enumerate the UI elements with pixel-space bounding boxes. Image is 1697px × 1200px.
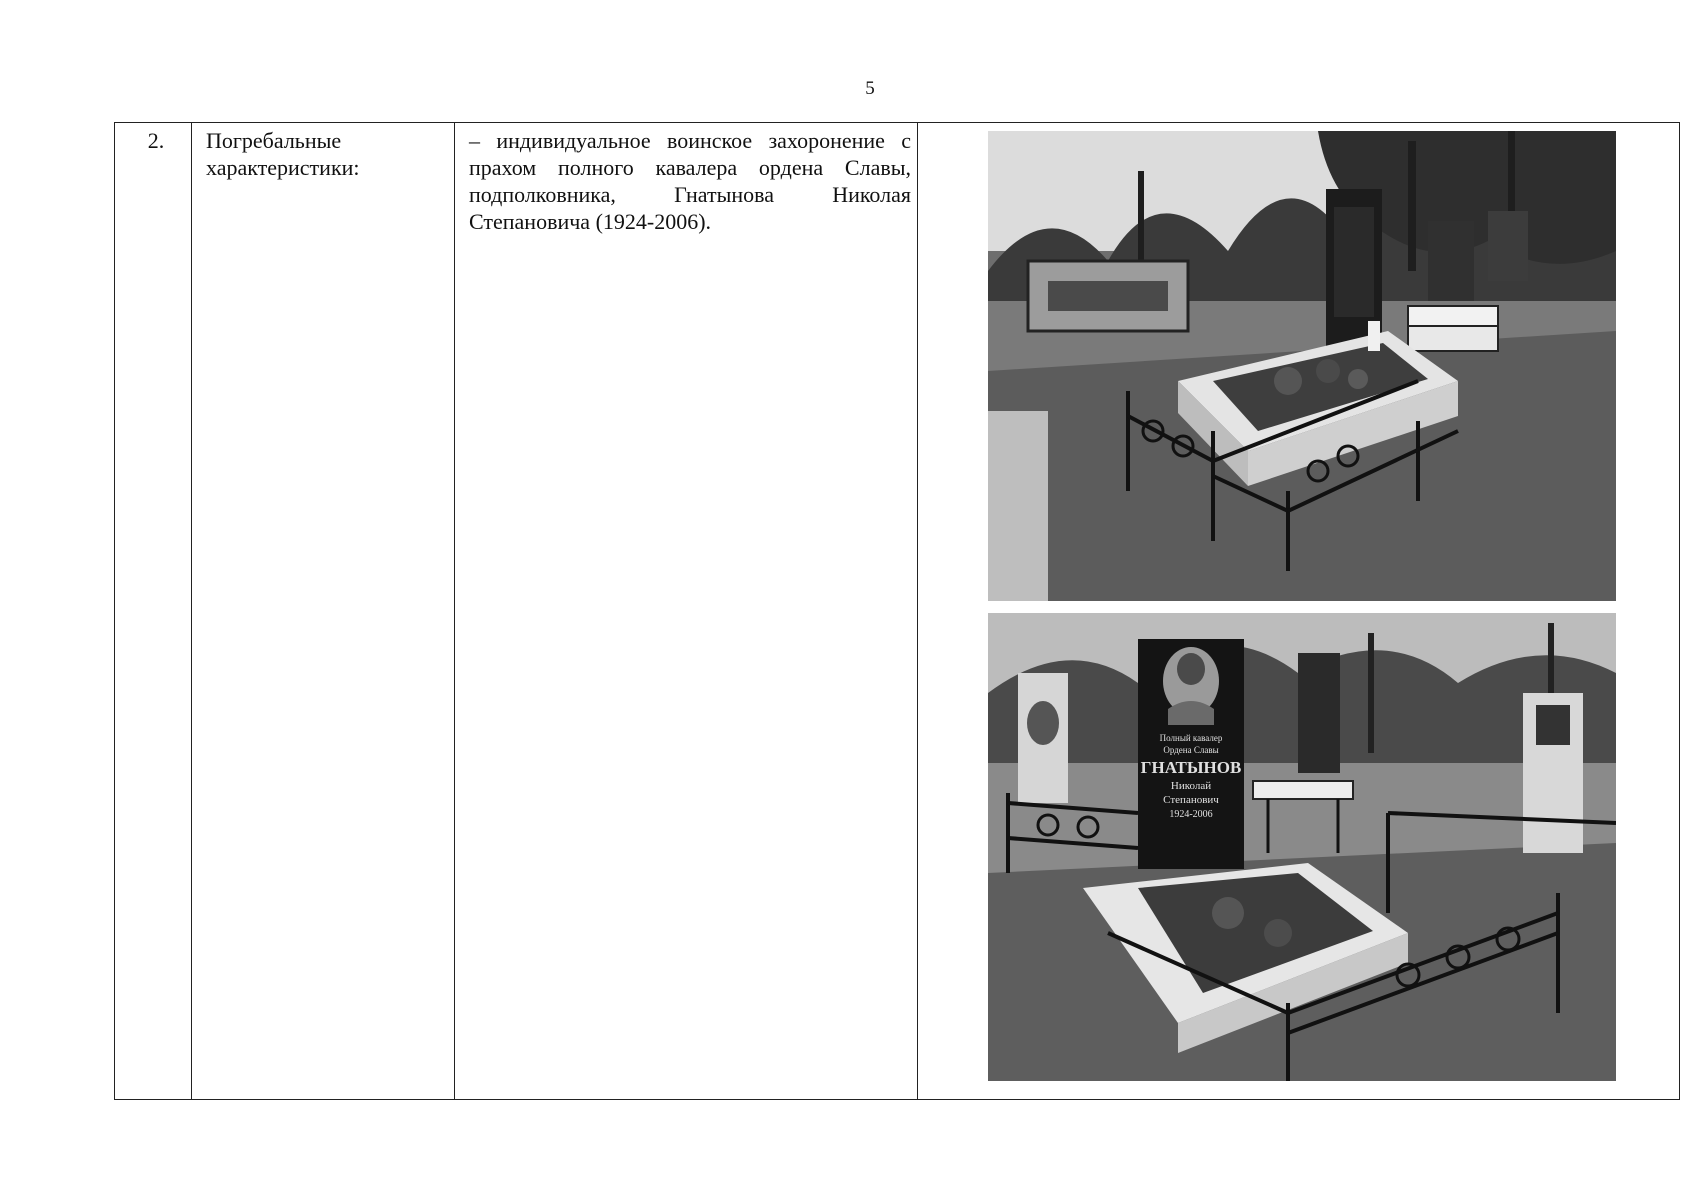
grave-photo-headstone bbox=[988, 613, 1616, 1081]
cemetery-photo-illustration bbox=[988, 131, 1616, 601]
svg-text:Полный кавалер: Полный кавалер bbox=[1159, 733, 1223, 743]
row-number: 2. bbox=[147, 128, 165, 153]
row-number-cell bbox=[115, 123, 192, 1100]
svg-text:Ордена Славы: Ордена Славы bbox=[1163, 745, 1219, 755]
row-description: – индивидуальное воинское захоронение с прахом полного кавалера ордена Славы, подполковника, Гнатынова Николая Степановича (1924-2006). bbox=[469, 128, 911, 234]
row-label-cell bbox=[192, 123, 455, 1100]
svg-text:Николай: Николай bbox=[1170, 780, 1212, 792]
table-row bbox=[115, 123, 1680, 1100]
row-label: Погребальные характеристики: bbox=[206, 128, 360, 180]
svg-text:Степанович: Степанович bbox=[1163, 794, 1219, 806]
burial-info-table bbox=[114, 122, 1680, 1100]
svg-text:ГНАТЫНОВ: ГНАТЫНОВ bbox=[1140, 758, 1242, 777]
headstone-photo-illustration bbox=[988, 613, 1616, 1081]
svg-text:1924-2006: 1924-2006 bbox=[1169, 809, 1213, 820]
row-description-cell bbox=[455, 123, 918, 1100]
grave-photo-general-view bbox=[988, 131, 1616, 601]
page-number: 5 bbox=[865, 78, 875, 99]
photos-cell bbox=[918, 123, 1680, 1100]
